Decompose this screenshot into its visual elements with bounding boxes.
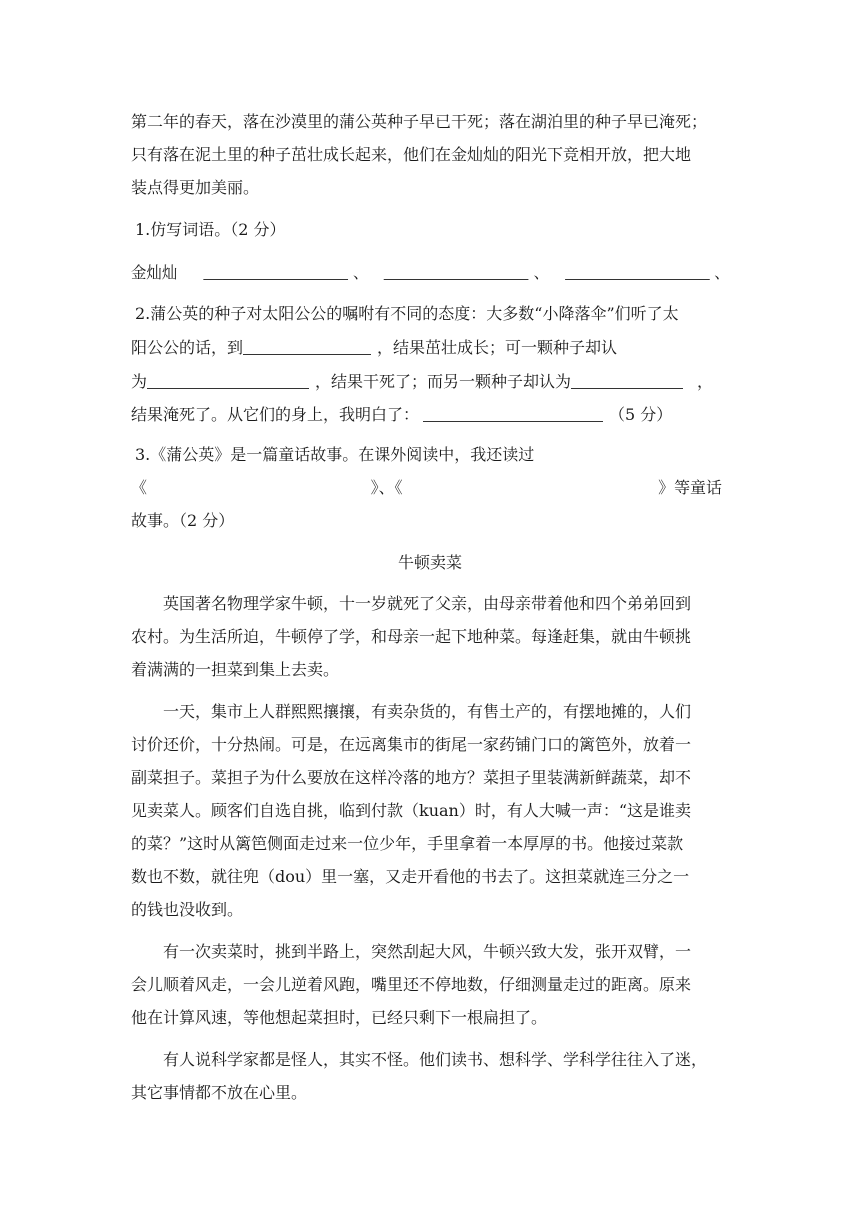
question-1-answer-row — [131, 264, 730, 281]
answer-blank[interactable] — [571, 373, 683, 389]
story-line: 英国著名物理学家牛顿，十一岁就死了父亲，由母亲带着他和四个弟弟回到 — [163, 594, 692, 613]
story-line: 讨价还价，十分热闹。可是，在远离集市的街尾一家药铺门口的篱笆外，放着一 — [131, 735, 692, 754]
story-line: 的钱也没收到。 — [131, 900, 244, 919]
intro-line: 只有落在泥土里的种子茁壮成长起来，他们在金灿灿的阳光下竞相开放，把大地 — [131, 145, 692, 164]
separator: 、 — [353, 263, 369, 282]
question-2-line: 结果淹死了。从它们的身上，我明白了： （5 分） — [131, 405, 673, 424]
story-title: 牛顿卖菜 — [397, 553, 462, 572]
answer-blank[interactable] — [423, 406, 603, 422]
answer-blank[interactable] — [565, 264, 710, 280]
story-line: 有人说科学家都是怪人，其实不怪。他们读书、想科学、学科学往往入了迷， — [163, 1050, 708, 1069]
question-2-line: 阳公公的话，到 ，结果茁壮成长；可一颗种子却认 — [131, 338, 618, 357]
story-line: 见卖菜人。顾客们自选自挑，临到付款（kuan）时，有人大喊一声：“这是谁卖 — [131, 801, 692, 820]
book-title-close: 》等童话 — [658, 478, 723, 497]
question-3-line: 3.《蒲公英》是一篇童话故事。在课外阅读中，我还读过 — [135, 445, 535, 464]
question-1-title: 1.仿写词语。（2 分） — [135, 220, 286, 239]
story-line: 农村。为生活所迫，牛顿停了学，和母亲一起下地种菜。每逢赶集，就由牛顿挑 — [131, 627, 692, 646]
book-title-open: 《 — [131, 478, 147, 497]
question-2-line: 为 ，结果干死了；而另一颗种子却认为 ， — [131, 372, 714, 391]
story-line: 副菜担子。菜担子为什么要放在这样冷落的地方？菜担子里装满新鲜蔬菜，却不 — [131, 768, 692, 787]
story-line: 他在计算风速，等他想起菜担时，已经只剩下一根扁担了。 — [131, 1008, 548, 1027]
story-line: 有一次卖菜时，挑到半路上，突然刮起大风，牛顿兴致大发，张开双臂，一 — [163, 942, 692, 961]
answer-blank[interactable] — [384, 264, 529, 280]
story-line: 会儿顺着风走，一会儿逆着风跑，嘴里还不停地数，仔细测量走过的距离。原来 — [131, 975, 692, 994]
example-word: 金灿灿 — [131, 263, 178, 282]
book-title-separator: 》、《 — [370, 478, 403, 497]
story-line: 一天，集市上人群熙熙攘攘，有卖杂货的，有售土产的，有摆地摊的，人们 — [163, 702, 692, 721]
question-3-line: 故事。（2 分） — [131, 511, 235, 530]
intro-line: 第二年的春天，落在沙漠里的蒲公英种子早已干死；落在湖泊里的种子早已淹死； — [131, 112, 708, 131]
separator: 、 — [714, 263, 730, 282]
answer-blank[interactable] — [203, 264, 348, 280]
separator: 、 — [533, 263, 550, 282]
story-line: 其它事情都不放在心里。 — [131, 1083, 308, 1102]
story-line: 着满满的一担菜到集上去卖。 — [131, 660, 340, 679]
question-2-line: 2.蒲公英的种子对太阳公公的嘱咐有不同的态度：大多数“小降落伞”们听了太 — [135, 304, 679, 323]
story-line: 数也不数，就往兜（dou）里一塞，又走开看他的书去了。这担菜就连三分之一 — [131, 867, 690, 886]
answer-blank[interactable] — [147, 373, 309, 389]
story-line: 的菜？”这时从篱笆侧面走过来一位少年，手里拿着一本厚厚的书。他接过菜款 — [131, 834, 684, 853]
intro-line: 装点得更加美丽。 — [131, 178, 260, 197]
answer-blank[interactable] — [243, 339, 371, 355]
